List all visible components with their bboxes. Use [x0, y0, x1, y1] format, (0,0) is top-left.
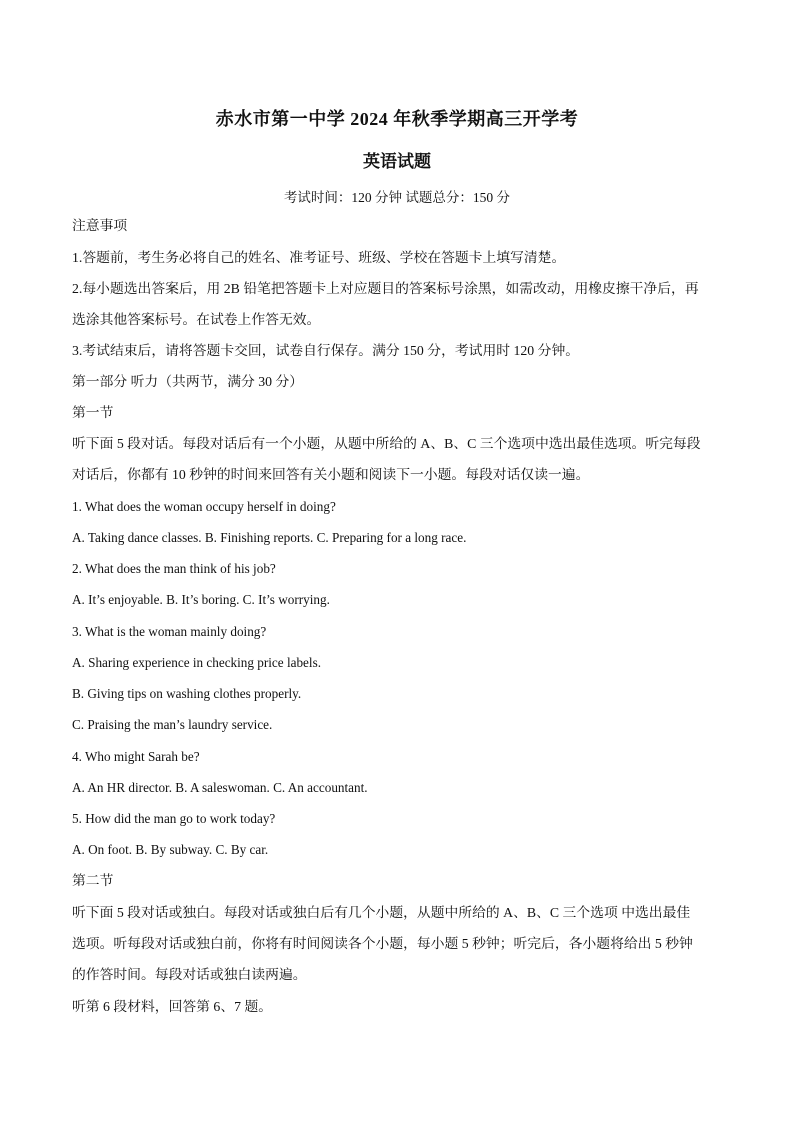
question-5: 5. How did the man go to work today? [72, 811, 276, 826]
question-3-option-b: B. Giving tips on washing clothes properly. [72, 686, 302, 701]
question-2-options: A. It’s enjoyable. B. It’s boring. C. It’s worrying. [72, 592, 330, 607]
section1-instruction-line-1: 听下面 5 段对话。每段对话后有一个小题，从题中所给的 A、B、C 三个选项中选出最佳选项。听完每段 [72, 436, 701, 451]
section2-instruction-line-3: 的作答时间。每段对话或独白读两遍。 [72, 967, 307, 982]
question-1-options: A. Taking dance classes. B. Finishing reports. C. Preparing for a long race. [72, 530, 467, 545]
notice-heading: 注意事项 [72, 218, 128, 233]
question-5-options: A. On foot. B. By subway. C. By car. [72, 842, 269, 857]
question-3-option-c: C. Praising the man’s laundry service. [72, 717, 273, 732]
exam-title: 赤水市第一中学 2024 年秋季学期高三开学考 [215, 109, 579, 129]
notice-item-2-line-2: 选涂其他答案标号。在试卷上作答无效。 [72, 312, 321, 327]
section2-instruction-line-1: 听下面 5 段对话或独白。每段对话或独白后有几个小题，从题中所给的 A、B、C 三个选项 中选出最佳 [72, 905, 691, 920]
question-2: 2. What does the man think of his job? [72, 561, 276, 576]
exam-info: 考试时间：120 分钟 试题总分：150 分 [283, 190, 511, 205]
notice-item-2-line-1: 2.每小题选出答案后，用 2B 铅笔把答题卡上对应题目的答案标号涂黑，如需改动，用橡皮擦干净后，再 [72, 281, 699, 296]
part1-heading: 第一部分 听力（共两节，满分 30 分） [72, 374, 304, 389]
question-3: 3. What is the woman mainly doing? [72, 624, 267, 639]
section2-instruction-line-2: 选项。听每段对话或独白前，你将有时间阅读各个小题，每小题 5 秒钟；听完后，各小题将给出 5 秒钟 [72, 936, 693, 951]
notice-item-3: 3.考试结束后，请将答题卡交回，试卷自行保存。满分 150 分，考试用时 120 分钟。 [72, 343, 580, 358]
material-6-prompt: 听第 6 段材料，回答第 6、7 题。 [72, 999, 273, 1014]
section1-heading: 第一节 [72, 405, 114, 420]
question-3-option-a: A. Sharing experience in checking price labels. [72, 655, 321, 670]
section2-heading: 第二节 [72, 873, 114, 888]
notice-item-1: 1.答题前，考生务必将自己的姓名、准考证号、班级、学校在答题卡上填写清楚。 [72, 250, 566, 265]
question-4: 4. Who might Sarah be? [72, 749, 200, 764]
question-4-options: A. An HR director. B. A saleswoman. C. An accountant. [72, 780, 368, 795]
section1-instruction-line-2: 对话后，你都有 10 秒钟的时间来回答有关小题和阅读下一小题。每段对话仅读一遍。 [72, 467, 590, 482]
subject-title: 英语试题 [363, 152, 431, 171]
question-1: 1. What does the woman occupy herself in doing? [72, 499, 336, 514]
